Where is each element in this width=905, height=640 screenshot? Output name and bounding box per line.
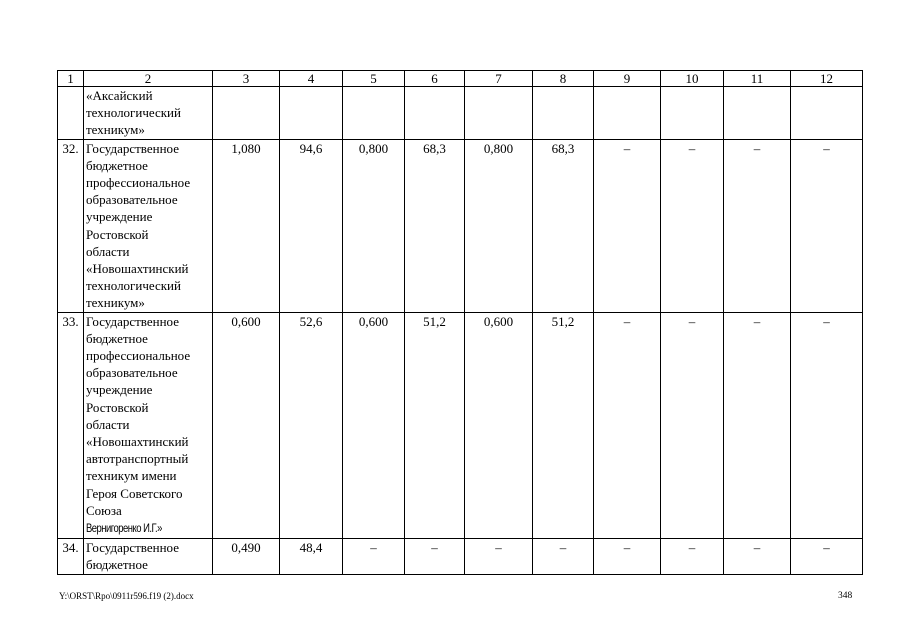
footer-file-path: Y:\ORST\Rpo\0911r596.f19 (2).docx [59,591,194,601]
column-header: 1 [58,71,84,87]
column-header: 4 [280,71,343,87]
name-line: «Аксайский [86,88,153,103]
name-line: бюджетное [86,557,148,573]
cell-col-12 [791,87,863,140]
cell-col-7 [465,87,533,140]
cell-col-5 [343,87,405,140]
document-table [57,70,863,575]
name-line: бюджетное [86,157,148,173]
column-header: 9 [594,71,661,87]
column-header: 11 [724,71,791,87]
cell-col-10: – [661,539,724,574]
cell-col-3: 0,490 [213,539,280,574]
cell-col-3 [213,87,280,140]
name-line: Государственное [86,540,179,556]
name-line: области [86,243,130,259]
name-line: бюджетное [86,330,148,346]
name-line: образовательное [86,365,178,381]
column-header: 10 [661,71,724,87]
cell-col-12: – [791,139,863,312]
cell-col-12: – [791,539,863,574]
institution-name [84,87,213,140]
cell-col-4: 52,6 [280,312,343,539]
cell-col-11: – [724,139,791,312]
name-line: технологический [86,278,181,294]
cell-col-9: – [594,312,661,539]
name-line: профессиональное [86,348,191,364]
table-row [58,539,863,574]
name-line: области [86,416,130,432]
name-line-condensed: Вернигоренко И.Г.» [86,523,162,536]
cell-col-7: 0,800 [465,139,533,312]
table-row [58,139,863,312]
cell-col-6: 51,2 [405,312,465,539]
cell-col-4: 94,6 [280,139,343,312]
cell-col-8: 51,2 [533,312,594,539]
table-row [58,312,863,539]
name-line: Героя Советского [86,485,183,501]
cell-col-7: 0,600 [465,312,533,539]
cell-col-10: – [661,312,724,539]
cell-col-8: 68,3 [533,139,594,312]
cell-col-6: – [405,539,465,574]
column-header: 3 [213,71,280,87]
name-line: Союза [86,502,122,518]
column-header: 6 [405,71,465,87]
cell-col-5: 0,600 [343,312,405,539]
row-number [58,87,84,140]
cell-col-7: – [465,539,533,574]
cell-col-9: – [594,139,661,312]
column-header: 8 [533,71,594,87]
row-number: 33. [58,312,84,539]
name-line: автотранспортный [86,451,189,467]
institution-name [84,312,213,539]
name-line: техникум» [86,295,145,311]
column-header: 5 [343,71,405,87]
cell-col-4: 48,4 [280,539,343,574]
name-line [86,519,210,538]
cell-col-9: – [594,539,661,574]
institution-name [84,539,213,574]
column-header: 12 [791,71,863,87]
cell-col-5: 0,800 [343,139,405,312]
cell-col-3: 1,080 [213,139,280,312]
cell-col-11: – [724,312,791,539]
name-line: Государственное [86,313,179,329]
cell-col-9 [594,87,661,140]
table-header-row [58,71,863,87]
cell-col-6: 68,3 [405,139,465,312]
name-line: техникум» [86,122,145,138]
name-line: профессиональное [86,175,191,191]
cell-col-4 [280,87,343,140]
row-number: 32. [58,139,84,312]
row-number: 34. [58,539,84,574]
cell-col-8 [533,87,594,140]
footer-page-number: 348 [838,591,853,601]
name-line: «Новошахтинский [86,434,189,450]
name-line: технологический [86,105,181,121]
name-line: Государственное [86,140,179,156]
name-line: «Новошахтинский [86,261,189,277]
column-header: 7 [465,71,533,87]
name-line: техникум имени [86,468,177,484]
cell-col-11 [724,87,791,140]
column-header: 2 [84,71,213,87]
cell-col-11: – [724,539,791,574]
name-line: Ростовской [86,226,149,242]
cell-col-8: – [533,539,594,574]
cell-col-3: 0,600 [213,312,280,539]
name-line: учреждение [86,209,153,225]
cell-col-5: – [343,539,405,574]
table-row [58,87,863,140]
name-line: Ростовской [86,399,149,415]
cell-col-12: – [791,312,863,539]
institution-name [84,139,213,312]
cell-col-10: – [661,139,724,312]
cell-col-6 [405,87,465,140]
name-line: образовательное [86,192,178,208]
cell-col-10 [661,87,724,140]
name-line: учреждение [86,382,153,398]
